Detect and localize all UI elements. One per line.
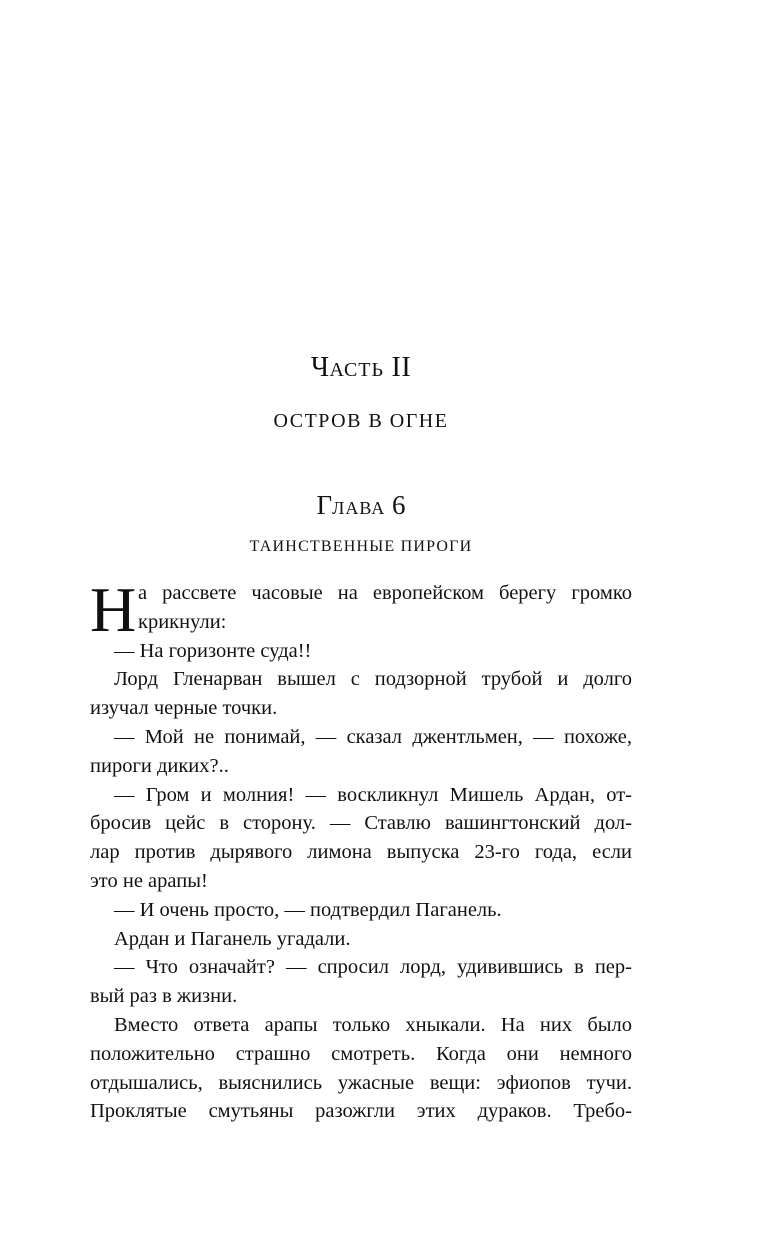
text-line: Лорд Гленарван вышел с подзорной трубой и долго <box>114 668 632 691</box>
text-line: это не арапы! <box>90 869 208 892</box>
text-line: пироги диких?.. <box>90 754 229 777</box>
drop-cap: Н <box>90 574 137 645</box>
text-line: — Мой не понимай, — сказал джентльмен, — похоже, <box>114 725 632 748</box>
book-page <box>90 0 632 1240</box>
text-line: крикнули: <box>138 610 227 633</box>
text-line: изучал черные точки. <box>90 697 278 720</box>
chapter-subtitle: ТАИНСТВЕННЫЕ ПИРОГИ <box>249 538 473 555</box>
part-subtitle: ОСТРОВ В ОГНЕ <box>273 410 449 432</box>
text-line: — Что означайт? — спросил лорд, удивившись в пер- <box>114 956 632 979</box>
text-line: вый раз в жизни. <box>90 985 238 1008</box>
text-line: Ардан и Паганель угадали. <box>114 927 351 950</box>
text-line: бросив цейс в сторону. — Ставлю вашингтонский дол- <box>90 812 632 835</box>
part-heading <box>90 352 632 384</box>
part-prefix-smallcaps: АСТЬ <box>329 359 385 381</box>
chapter-heading <box>90 490 632 521</box>
part-prefix-initial: Ч <box>310 352 330 383</box>
text-line: Вместо ответа арапы только хныкали. На них было <box>114 1013 632 1036</box>
chapter-body-text <box>90 574 632 1126</box>
text-line: — И очень просто, — подтвердил Паганель. <box>114 898 502 921</box>
chapter-prefix-initial: Г <box>316 490 333 520</box>
chapter-number: 6 <box>391 490 406 520</box>
chapter-prefix-smallcaps: ЛАВА <box>332 498 386 518</box>
text-line: лар против дырявого лимона выпуска 23-го года, если <box>90 841 632 864</box>
text-line: — Гром и молния! — воскликнул Мишель Ардан, от- <box>114 783 632 806</box>
text-line: — На горизонте суда!! <box>114 639 312 662</box>
text-line: отдышались, выяснились ужасные вещи: эфиопов тучи. <box>90 1071 632 1094</box>
text-line: Проклятые смутьяны разожгли этих дураков. Требо- <box>90 1100 632 1123</box>
text-line: положительно страшно смотреть. Когда они немного <box>90 1042 632 1065</box>
part-number: II <box>391 352 412 383</box>
text-line: а рассвете часовые на европейском берегу громко <box>138 582 632 604</box>
